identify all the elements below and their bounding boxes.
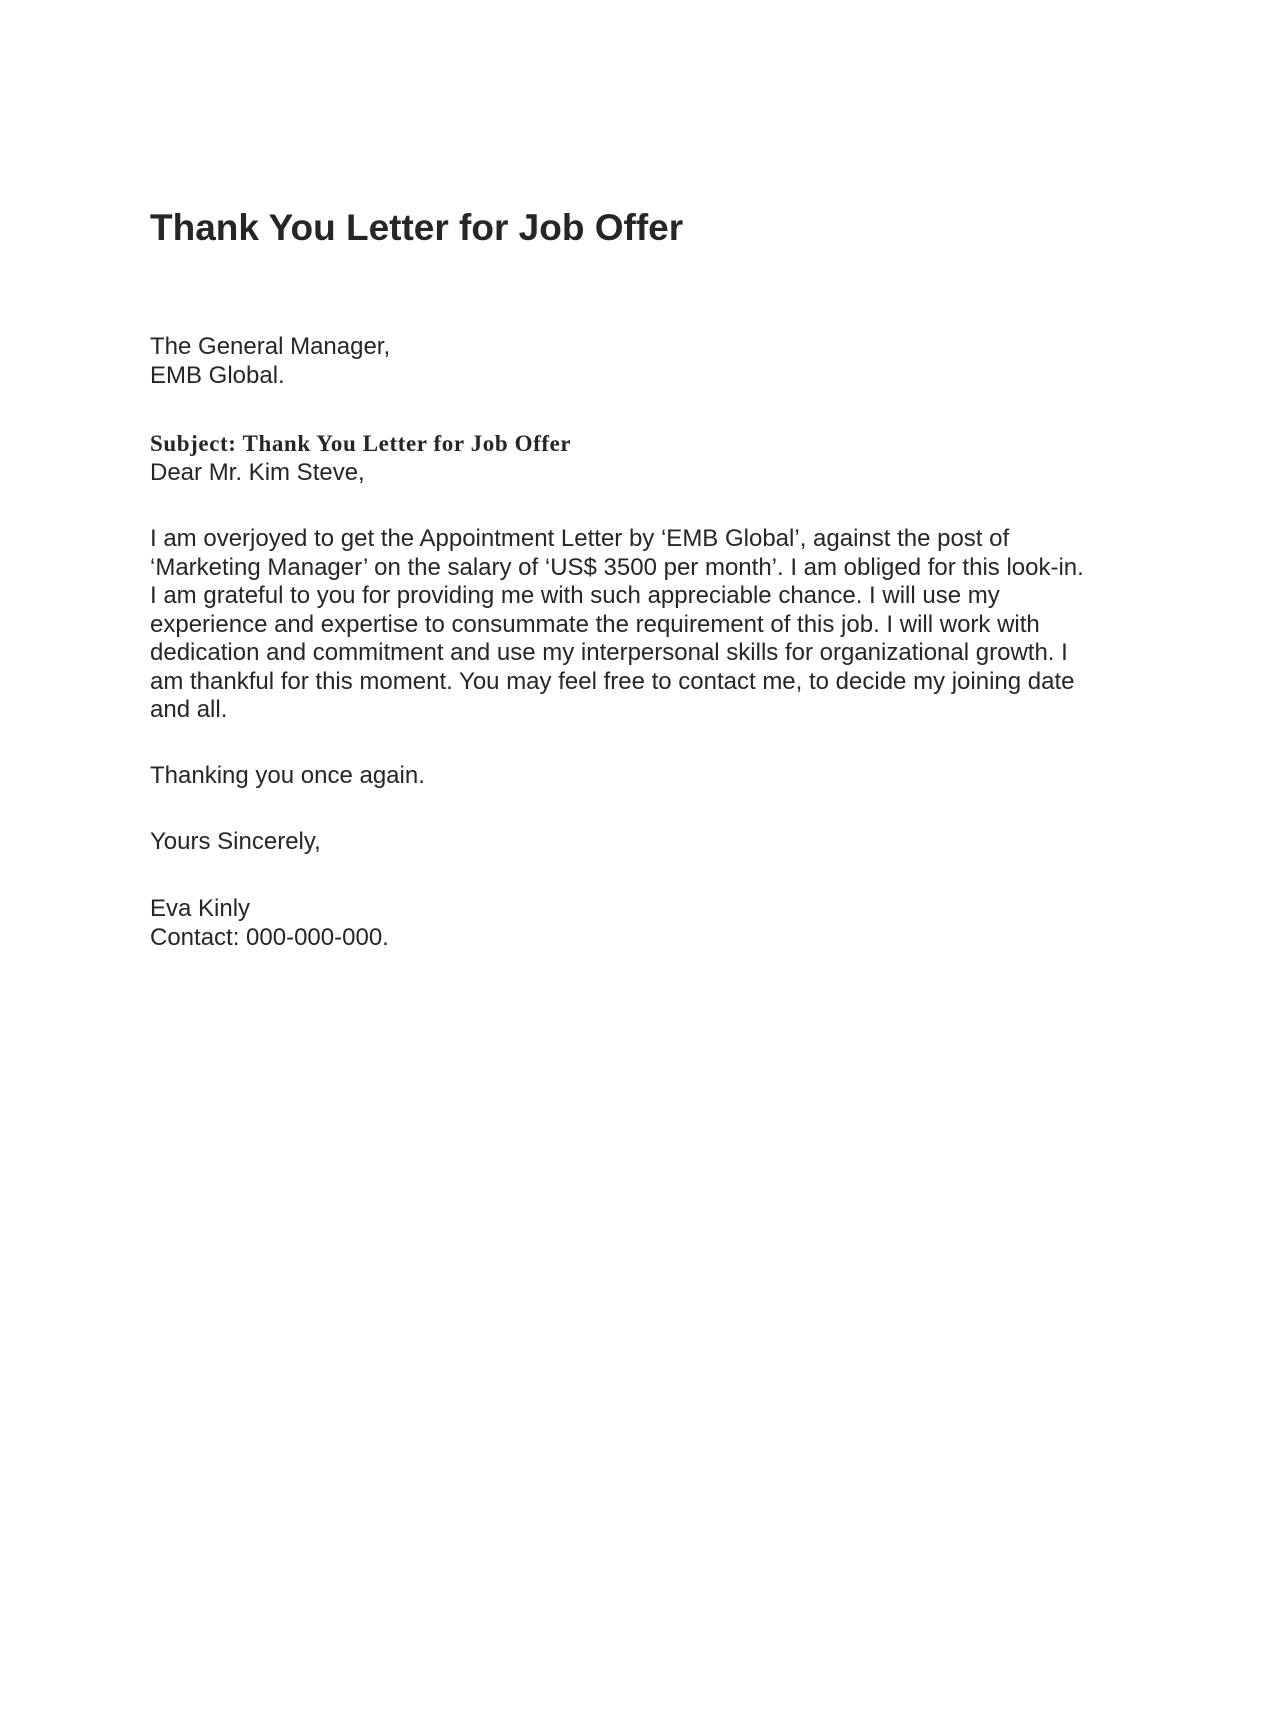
recipient-address: [150, 333, 1150, 390]
body-line: am thankful for this moment. You may feel free to contact me, to decide my joining date: [150, 667, 1075, 695]
closing-line: [150, 828, 1150, 857]
body-line: experience and expertise to consummate the requirement of this job. I will work with: [150, 610, 1040, 638]
body-line: dedication and commitment and use my interpersonal skills for organizational growth. I: [150, 639, 1068, 666]
subject-block: [150, 430, 1150, 487]
signature-contact: Contact: 000-000-000.: [150, 923, 389, 951]
subject-line: Subject: Thank You Letter for Job Offer: [150, 431, 572, 456]
signature-name: Eva Kinly: [150, 895, 251, 922]
recipient-name: The General Manager,: [150, 333, 391, 360]
body-line: I am overjoyed to get the Appointment Letter by ‘EMB Global’, against the post of: [150, 525, 1010, 552]
thanks-line: [150, 762, 1150, 791]
body-line: I am grateful to you for providing me with such appreciable chance. I will use my: [150, 582, 1000, 609]
letter-title: Thank You Letter for Job Offer: [150, 207, 684, 248]
signature-block: [150, 895, 1150, 952]
body-paragraph: [150, 525, 1150, 725]
closing-text: Yours Sincerely,: [150, 828, 321, 855]
body-line: and all.: [150, 696, 228, 723]
body-line: ‘Marketing Manager’ on the salary of ‘US$ 3500 per month’. I am obliged for this look-in.: [150, 553, 1084, 581]
salutation: Dear Mr. Kim Steve,: [150, 458, 365, 486]
thanks-text: Thanking you once again.: [150, 762, 425, 789]
recipient-company: EMB Global.: [150, 361, 285, 389]
